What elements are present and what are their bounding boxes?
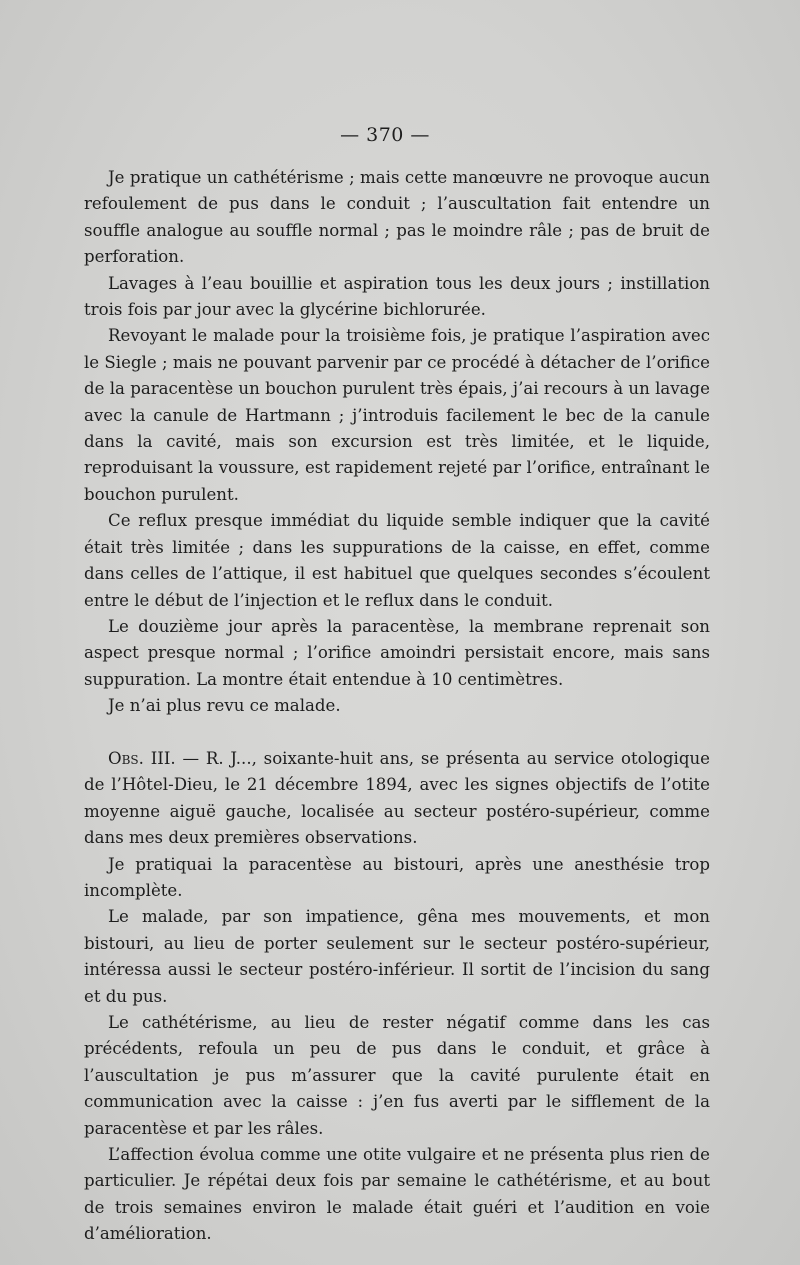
paragraph-reflux: Ce reflux presque immédiat du liquide semble indiquer que la cavité était très limitée ; dans les suppurations de la caisse, en effet, comme dans celles de l’attique, il est habituel que quelques secondes s’écoulent entre le début de l’injection et le reflux dans le conduit. [84, 511, 710, 610]
body-text [84, 165, 710, 1248]
paragraph-plus-revu: Je n’ai plus revu ce malade. [108, 696, 341, 716]
page-number: — 370 — [340, 124, 430, 146]
paragraph-evolution: L’affection évolua comme une otite vulgaire et ne présenta plus rien de particulier. Je répétai deux fois par semaine le cathétérisme, et au bout de trois semaines environ le malade était guéri et l’audition en voie d’amélioration. [84, 1145, 710, 1244]
observation-label: Obs. III. [108, 748, 176, 768]
observation-text: — R. J..., soixante-huit ans, se présenta au service otologique de l’Hôtel-Dieu, le 21 décembre 1894, avec les signes objectifs de l’otite moyenne aiguë gauche, localisée au secteur postéro-supérieur, comme dans mes deux premières observations. [84, 748, 710, 848]
paragraph-observation-3 [84, 746, 710, 852]
paragraph-douzieme-jour: Le douzième jour après la paracentèse, la membrane reprenait son aspect presque normal ; l’orifice amoindri persistait encore, mais sans suppuration. La montre était entendue à 10 centimètres. [84, 616, 710, 689]
paragraph-lavages: Lavages à l’eau bouillie et aspiration tous les deux jours ; instillation trois fois par jour avec la glycérine bichlorurée. [84, 273, 710, 320]
paragraph-auscultation: Le cathétérisme, au lieu de rester négatif comme dans les cas précédents, refoula un peu de pus dans le conduit, et grâce à l’auscultation je pus m’assurer que la cavité purulente était en communication avec la caisse : j’en fus averti par le sifflement de la paracentèse et par les râles. [84, 1012, 710, 1138]
paragraph-revoyant: Revoyant le malade pour la troisième fois, je pratique l’aspiration avec le Siegle ; mais ne pouvant parvenir par ce procédé à détacher de l’orifice de la paracentèse un bouchon purulent très épais, j’ai recours à un lavage avec la canule de Hartmann ; j’introduis facilement le bec de la canule dans la cavité, mais son excursion est très limitée, et le liquide, reproduisant la voussure, est rapidement rejeté par l’orifice, entraînant le bouchon purulent. [84, 326, 710, 504]
paragraph-catheterisme: Je pratique un cathétérisme ; mais cette manœuvre ne provoque aucun refoulement de pus dans le conduit ; l’auscultation fait entendre un souffle analogue au souffle normal ; pas le moindre râle ; pas de bruit de perforation. [84, 168, 710, 267]
paragraph-paracentese: Je pratiquai la paracentèse au bistouri, après une anesthésie trop incomplète. [84, 854, 710, 900]
paragraph-impatience: Le malade, par son impatience, gêna mes mouvements, et mon bistouri, au lieu de porter seulement sur le secteur postéro-supérieur, intéressa aussi le secteur postéro-inférieur. Il sortit de l’incision du sang et du pus. [84, 907, 710, 1006]
